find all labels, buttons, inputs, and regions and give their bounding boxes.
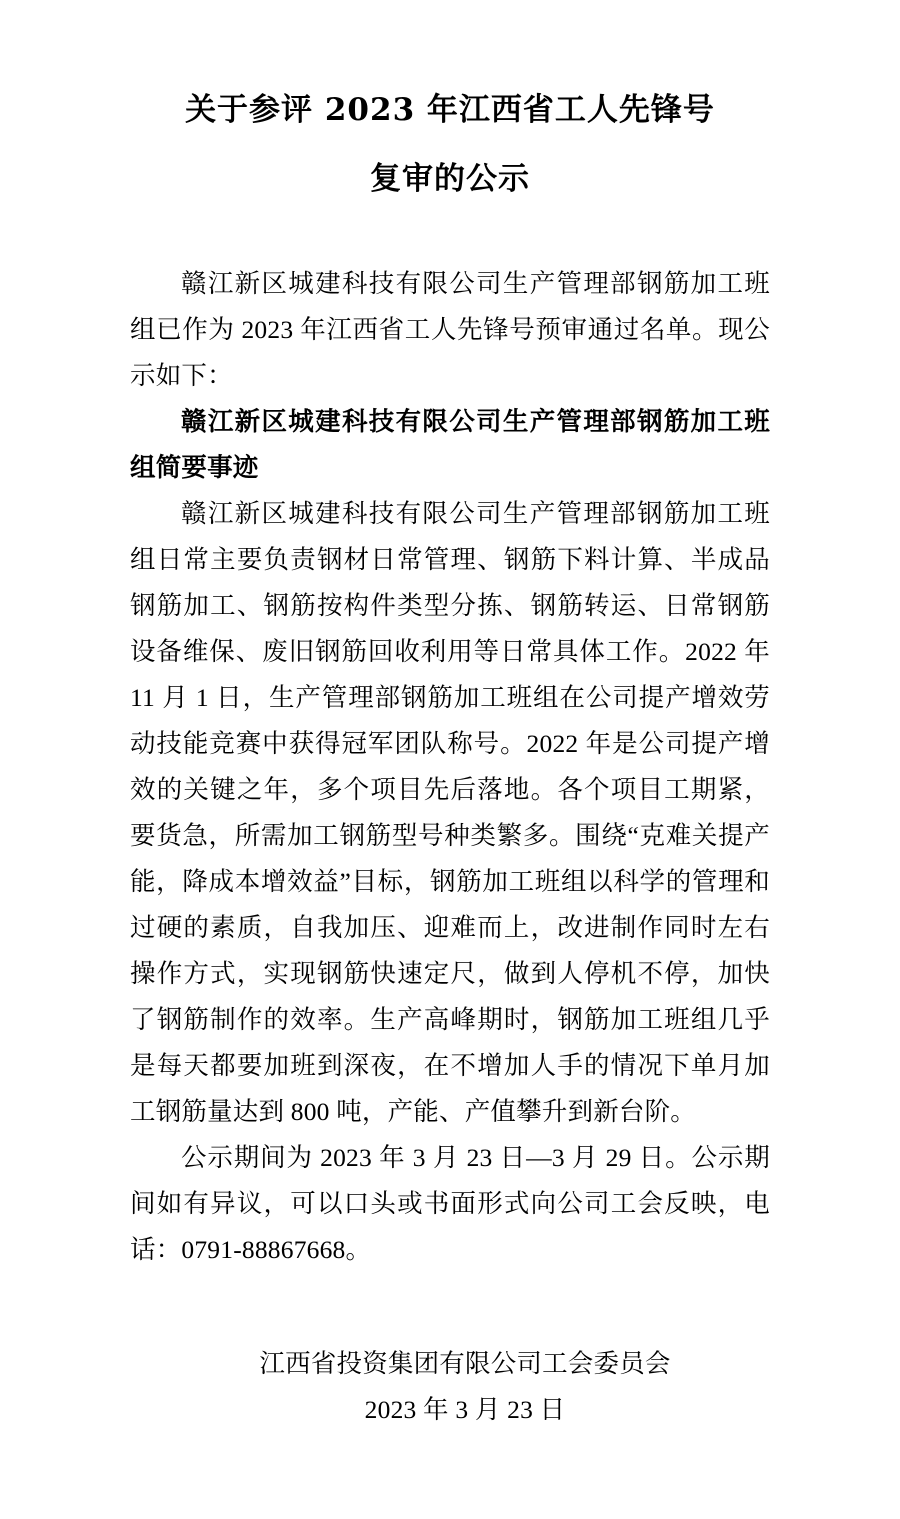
paragraph-notice-period: 公示期间为 2023 年 3 月 23 日—3 月 29 日。公示期间如有异议，可以口头或书面形式向公司工会反映，电话：0791-88867668。 [130, 1143, 770, 1264]
section-subheading: 赣江新区城建科技有限公司生产管理部钢筋加工班组简要事迹 [130, 407, 770, 482]
signature-date: 2023 年 3 月 23 日 [364, 1395, 566, 1424]
page-title-line-1: 关于参评 2023 年江西省工人先锋号 [185, 92, 715, 128]
signature-block [130, 1341, 770, 1433]
paragraph-achievements: 赣江新区城建科技有限公司生产管理部钢筋加工班组日常主要负责钢材日常管理、钢筋下料计算、半成品钢筋加工、钢筋按构件类型分拣、钢筋转运、日常钢筋设备维保、废旧钢筋回收利用等日常具体工作。2022 年 11 月 1 日，生产管理部钢筋加工班组在公司提产增效劳动技能竞赛中获得冠军团队称号。2022 年是公司提产增效的关键之年，多个项目先后落地。各个项目工期紧，要货急，所需加工钢筋型号种类繁多。围绕“克难关提产能，降成本增效益”目标，钢筋加工班组以科学的管理和过硬的素质，自我加压、迎难而上，改进制作同时左右操作方式，实现钢筋快速定尺，做到人停机不停，加快了钢筋制作的效率。生产高峰期时，钢筋加工班组几乎是每天都要加班到深夜，在不增加人手的情况下单月加工钢筋量达到 800 吨，产能、产值攀升到新台阶。 [130, 499, 770, 1126]
paragraph-intro: 赣江新区城建科技有限公司生产管理部钢筋加工班组已作为 2023 年江西省工人先锋号预审通过名单。现公示如下： [130, 269, 770, 390]
signature-organization: 江西省投资集团有限公司工会委员会 [259, 1349, 671, 1378]
page-title-line-2: 复审的公示 [370, 161, 530, 197]
page-title [130, 92, 770, 197]
document-body [130, 261, 770, 1273]
